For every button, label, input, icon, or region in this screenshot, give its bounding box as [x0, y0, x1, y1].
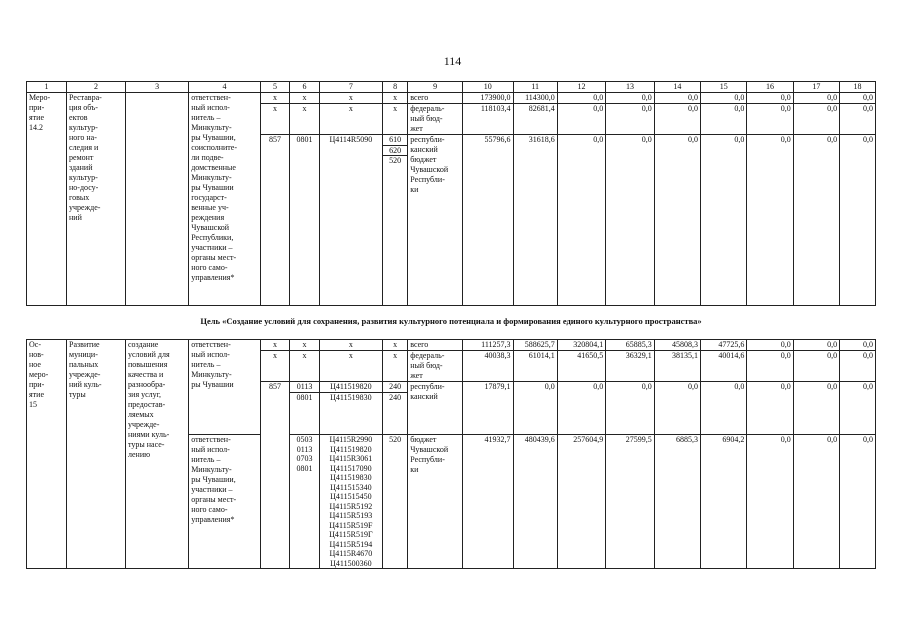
column-number: 13 — [606, 82, 654, 93]
funding-source: всего — [408, 340, 463, 351]
value-cell: 0,0 — [840, 135, 876, 306]
column-number: 6 — [290, 82, 319, 93]
target-article: Ц4115R519Г — [329, 530, 373, 539]
expense-group: 520 — [389, 156, 402, 165]
column-number: 4 — [189, 82, 261, 93]
value-cell: 588625,7 — [513, 340, 557, 351]
value-cell: 82681,4 — [513, 104, 557, 135]
value-cell: 6904,2 — [701, 435, 747, 569]
value-cell: 0,0 — [840, 435, 876, 569]
grbs-code: 857 — [260, 382, 289, 569]
value-cell: 0,0 — [513, 382, 557, 435]
value-cell: 0,0 — [701, 382, 747, 435]
value-cell: 0,0 — [701, 104, 747, 135]
expense-group: x — [382, 351, 407, 382]
value-cell: 0,0 — [654, 135, 700, 306]
section-code: x — [290, 351, 319, 382]
expense-group: 520 — [382, 435, 407, 569]
grbs-code: 857 — [260, 135, 289, 306]
value-cell: 0,0 — [654, 93, 700, 104]
column-number: 14 — [654, 82, 700, 93]
section-code: 0801 — [290, 135, 319, 306]
measure-number: Меро- при- ятие 14.2 — [27, 93, 67, 306]
value-cell: 0,0 — [793, 93, 839, 104]
value-cell: 40014,6 — [701, 351, 747, 382]
value-cell: 0,0 — [654, 382, 700, 435]
value-cell: 0,0 — [793, 135, 839, 306]
section-code: 0113 — [290, 382, 318, 392]
value-cell: 36329,1 — [606, 351, 654, 382]
target-article: Ц4114R5090 — [319, 135, 382, 306]
value-cell: 0,0 — [747, 340, 793, 351]
target-article: Ц411515340 — [330, 482, 372, 492]
value-cell: 257604,9 — [557, 435, 605, 569]
target-article: Ц4115R5193 — [329, 511, 373, 520]
target-article: Ц4115R5194 — [329, 539, 373, 549]
target-article: Ц4115R4670 — [329, 549, 373, 558]
target-article: Ц411517090 — [330, 463, 372, 473]
main-measure-name: Развитие муници- пальных учрежде- ний куль- туры — [67, 340, 126, 569]
value-cell: 0,0 — [793, 382, 839, 435]
value-cell: 0,0 — [557, 104, 605, 135]
column-number: 18 — [840, 82, 876, 93]
value-cell: 0,0 — [840, 93, 876, 104]
value-cell: 320804,1 — [557, 340, 605, 351]
value-cell: 0,0 — [747, 435, 793, 569]
target-article: Ц411519830 — [330, 392, 372, 402]
expense-group: 240 — [389, 392, 402, 402]
responsible-executor: ответствен- ный испол- нитель – Минкульту- ры Чувашии, соисполните- ли подве- домственные Минкульту- ры Чувашии государст- венные уч- реждения Чувашской Республики, участники – органы мест- ного само- управления* — [189, 93, 261, 306]
main-measure-purpose: создание условий для повышения качества и разнообра- зия услуг, предостав- ляемых учрежде- ниями куль- туры насе- лению — [126, 340, 189, 569]
column-number: 12 — [557, 82, 605, 93]
grbs-code: x — [260, 104, 289, 135]
value-cell: 111257,3 — [463, 340, 514, 351]
funding-source: федераль- ный бюд- жет — [408, 351, 463, 382]
column-number: 3 — [126, 82, 189, 93]
section-code-list — [290, 435, 319, 569]
section-code: 0503 — [296, 435, 313, 444]
value-cell: 27599,5 — [606, 435, 654, 569]
value-cell: 40038,3 — [463, 351, 514, 382]
value-cell: 0,0 — [606, 135, 654, 306]
value-cell: 0,0 — [840, 351, 876, 382]
value-cell: 0,0 — [557, 135, 605, 306]
value-cell: 6885,3 — [654, 435, 700, 569]
column-number: 10 — [463, 82, 514, 93]
value-cell: 47725,6 — [701, 340, 747, 351]
target-article: Ц411519820 — [320, 382, 382, 392]
target-article: Ц411519830 — [330, 473, 372, 482]
column-number: 9 — [408, 82, 463, 93]
value-cell: 0,0 — [606, 104, 654, 135]
value-cell: 0,0 — [793, 104, 839, 135]
expense-group-list — [382, 135, 407, 306]
value-cell: 118103,4 — [463, 104, 514, 135]
column-number: 11 — [513, 82, 557, 93]
value-cell: 0,0 — [557, 382, 605, 435]
expense-group: x — [382, 340, 407, 351]
target-article: Ц411515450 — [330, 492, 372, 501]
value-cell: 17879,1 — [463, 382, 514, 435]
value-cell: 0,0 — [793, 435, 839, 569]
column-number: 8 — [382, 82, 407, 93]
target-article: x — [319, 340, 382, 351]
co-executors: ответствен- ный испол- нитель – Минкульту- ры Чувашии, участники – органы мест- ного само- управления* — [189, 435, 261, 569]
funding-source: республи- канский — [408, 382, 463, 435]
value-cell: 0,0 — [793, 340, 839, 351]
budget-table-top — [26, 81, 876, 306]
column-number: 2 — [67, 82, 126, 93]
funding-source: всего — [408, 93, 463, 104]
section-code: x — [290, 340, 319, 351]
expense-group-list — [382, 382, 407, 435]
goal-heading: Цель «Создание условий для сохранения, развития культурного потенциала и формирования единого культурного пространства» — [200, 316, 702, 326]
value-cell: 65885,3 — [606, 340, 654, 351]
measure-name: Реставра- ция объ- ектов культур- ного на- следия и ремонт зданий культур- но-досу- говых учрежде- ний — [67, 93, 126, 306]
value-cell: 41932,7 — [463, 435, 514, 569]
target-article-list — [319, 435, 382, 569]
value-cell: 0,0 — [606, 382, 654, 435]
section-code: x — [290, 93, 319, 104]
value-cell: 0,0 — [840, 104, 876, 135]
value-cell: 0,0 — [701, 93, 747, 104]
value-cell: 0,0 — [747, 135, 793, 306]
target-article: Ц411519820 — [330, 444, 372, 454]
value-cell: 0,0 — [747, 104, 793, 135]
target-article: Ц4115R2990 — [329, 435, 373, 444]
section-code: 0801 — [296, 392, 313, 402]
value-cell: 38135,1 — [654, 351, 700, 382]
section-code-list — [290, 382, 319, 435]
value-cell: 31618,6 — [513, 135, 557, 306]
column-number: 15 — [701, 82, 747, 93]
column-number: 17 — [793, 82, 839, 93]
target-article: Ц4115R519F — [329, 520, 373, 530]
target-article-list — [319, 382, 382, 435]
column-number: 1 — [27, 82, 67, 93]
value-cell: 0,0 — [747, 382, 793, 435]
column-number: 7 — [319, 82, 382, 93]
target-article: x — [319, 93, 382, 104]
value-cell: 0,0 — [840, 340, 876, 351]
value-cell: 45808,3 — [654, 340, 700, 351]
target-article: x — [319, 104, 382, 135]
target-article: x — [319, 351, 382, 382]
expense-group: 620 — [383, 145, 407, 156]
section-code: x — [290, 104, 319, 135]
grbs-code: x — [260, 93, 289, 104]
target-article: Ц4115R3061 — [329, 454, 373, 463]
main-measure-number: Ос- нов- ное меро- при- ятие 15 — [27, 340, 67, 569]
value-cell: 61014,1 — [513, 351, 557, 382]
value-cell: 0,0 — [840, 382, 876, 435]
column-number: 5 — [260, 82, 289, 93]
budget-table-bottom — [26, 339, 876, 569]
page-number: 114 — [443, 54, 462, 68]
value-cell: 0,0 — [747, 93, 793, 104]
value-cell: 0,0 — [701, 135, 747, 306]
funding-source: республи- канский бюджет Чувашской Республи- ки — [408, 135, 463, 306]
value-cell: 41650,5 — [557, 351, 605, 382]
value-cell: 0,0 — [606, 93, 654, 104]
header-row — [27, 82, 876, 93]
value-cell: 480439,6 — [513, 435, 557, 569]
target-article: Ц4115R5192 — [329, 501, 373, 511]
column-number: 16 — [747, 82, 793, 93]
section-code: 0801 — [296, 463, 313, 473]
grbs-code: x — [260, 351, 289, 382]
value-cell: 55796,6 — [463, 135, 514, 306]
value-cell: 0,0 — [557, 93, 605, 104]
section-code: 0703 — [296, 454, 313, 463]
value-cell: 173900,0 — [463, 93, 514, 104]
value-cell: 0,0 — [654, 104, 700, 135]
measure-purpose — [126, 93, 189, 306]
target-article: Ц411500360 — [330, 558, 372, 568]
grbs-code: x — [260, 340, 289, 351]
expense-group: x — [382, 104, 407, 135]
expense-group: x — [382, 93, 407, 104]
funding-source: федераль- ный бюд- жет — [408, 104, 463, 135]
value-cell: 0,0 — [747, 351, 793, 382]
section-code: 0113 — [296, 444, 313, 454]
value-cell: 0,0 — [793, 351, 839, 382]
expense-group: 240 — [383, 382, 407, 392]
value-cell: 114300,0 — [513, 93, 557, 104]
funding-source: бюджет Чувашской Республи- ки — [408, 435, 463, 569]
responsible-executor: ответствен- ный испол- нитель – Минкульту- ры Чувашии — [189, 340, 261, 435]
expense-group: 610 — [383, 135, 407, 145]
